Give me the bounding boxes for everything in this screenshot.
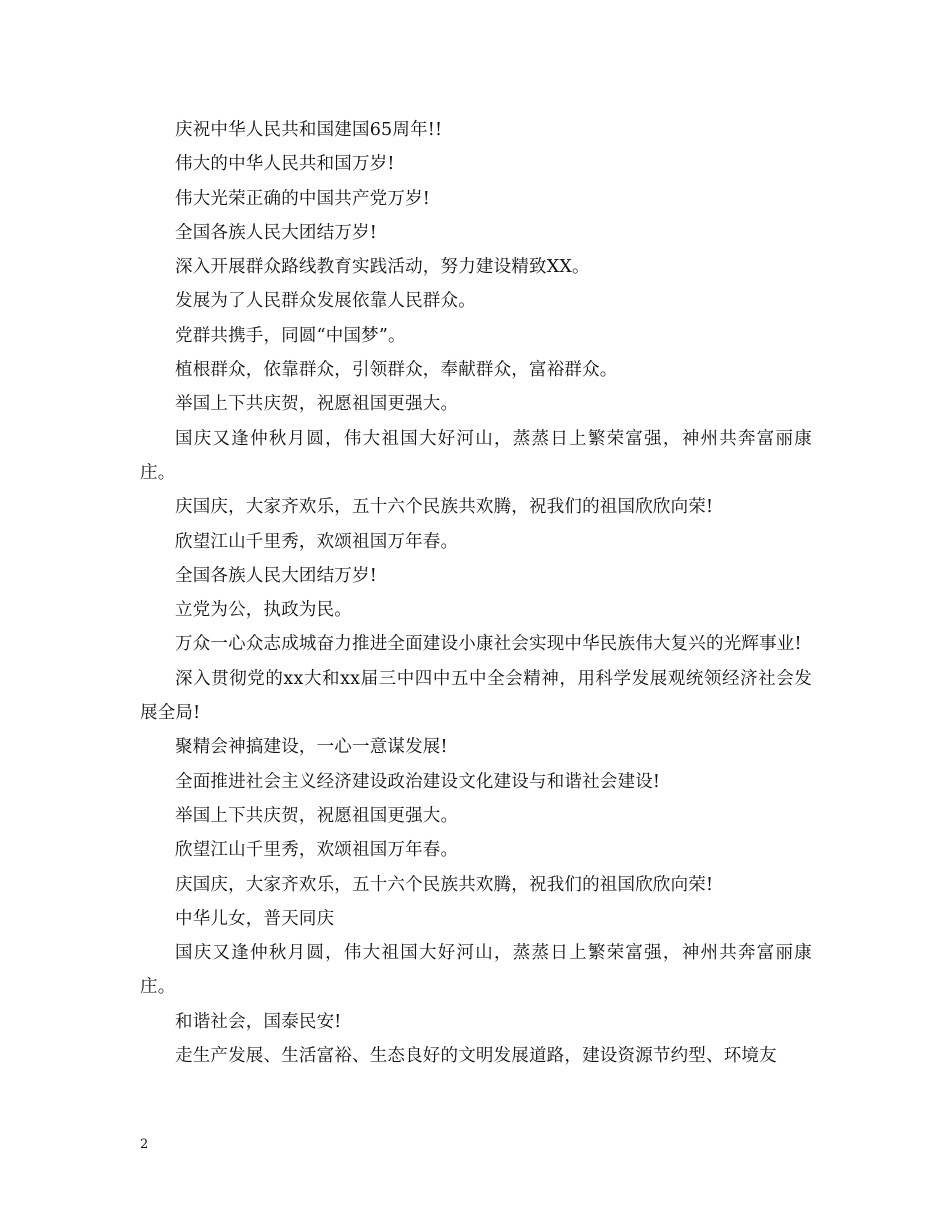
document-body bbox=[140, 113, 812, 1073]
paragraph-19: 举国上下共庆贺，祝愿祖国更强大。 bbox=[175, 805, 459, 826]
paragraph-6: 发展为了人民群众发展依靠人民群众。 bbox=[175, 291, 476, 312]
paragraph-17: 聚精会神搞建设，一心一意谋发展! bbox=[175, 737, 448, 758]
paragraph-9: 举国上下共庆贺，祝愿祖国更强大。 bbox=[175, 394, 459, 415]
paragraph-21: 庆国庆，大家齐欢乐，五十六个民族共欢腾，祝我们的祖国欣欣向荣! bbox=[175, 874, 714, 895]
paragraph-4: 全国各族人民大团结万岁! bbox=[175, 222, 377, 243]
paragraph-25: 走生产发展、生活富裕、生态良好的文明发展道路，建设资源节约型、环境友 bbox=[175, 1046, 777, 1067]
paragraph-11: 庆国庆，大家齐欢乐，五十六个民族共欢腾，祝我们的祖国欣欣向荣! bbox=[175, 497, 714, 518]
paragraph-16: 深入贯彻党的xx大和xx届三中四中五中全会精神，用科学发展观统领经济社会发展全局! bbox=[140, 668, 812, 724]
paragraph-13: 全国各族人民大团结万岁! bbox=[175, 565, 377, 586]
paragraph-12: 欣望江山千里秀，欢颂祖国万年春。 bbox=[175, 531, 459, 552]
paragraph-3: 伟大光荣正确的中国共产党万岁! bbox=[175, 188, 431, 209]
page-number: 2 bbox=[140, 1137, 149, 1152]
paragraph-23: 国庆又逢仲秋月圆，伟大祖国大好河山，蒸蒸日上繁荣富强，神州共奔富丽康庄。 bbox=[140, 943, 812, 998]
paragraph-18: 全面推进社会主义经济建设政治建设文化建设与和谐社会建设! bbox=[175, 771, 661, 792]
paragraph-7: 党群共携手，同圆“中国梦”。 bbox=[175, 325, 406, 346]
paragraph-5: 深入开展群众路线教育实践活动，努力建设精致XX。 bbox=[175, 257, 590, 278]
paragraph-1: 庆祝中华人民共和国建国65周年!! bbox=[175, 120, 443, 140]
paragraph-22: 中华儿女，普天同庆 bbox=[175, 908, 335, 929]
paragraph-15: 万众一心众志成城奋力推进全面建设小康社会实现中华民族伟大复兴的光辉事业! bbox=[175, 634, 802, 655]
paragraph-20: 欣望江山千里秀，欢颂祖国万年春。 bbox=[175, 840, 459, 861]
paragraph-24: 和谐社会，国泰民安! bbox=[175, 1011, 342, 1032]
paragraph-2: 伟大的中华人民共和国万岁! bbox=[175, 154, 395, 175]
paragraph-10: 国庆又逢仲秋月圆，伟大祖国大好河山，蒸蒸日上繁荣富强，神州共奔富丽康庄。 bbox=[140, 428, 812, 483]
paragraph-8: 植根群众，依靠群众，引领群众，奉献群众，富裕群众。 bbox=[175, 360, 618, 381]
paragraph-14: 立党为公，执政为民。 bbox=[175, 600, 352, 621]
